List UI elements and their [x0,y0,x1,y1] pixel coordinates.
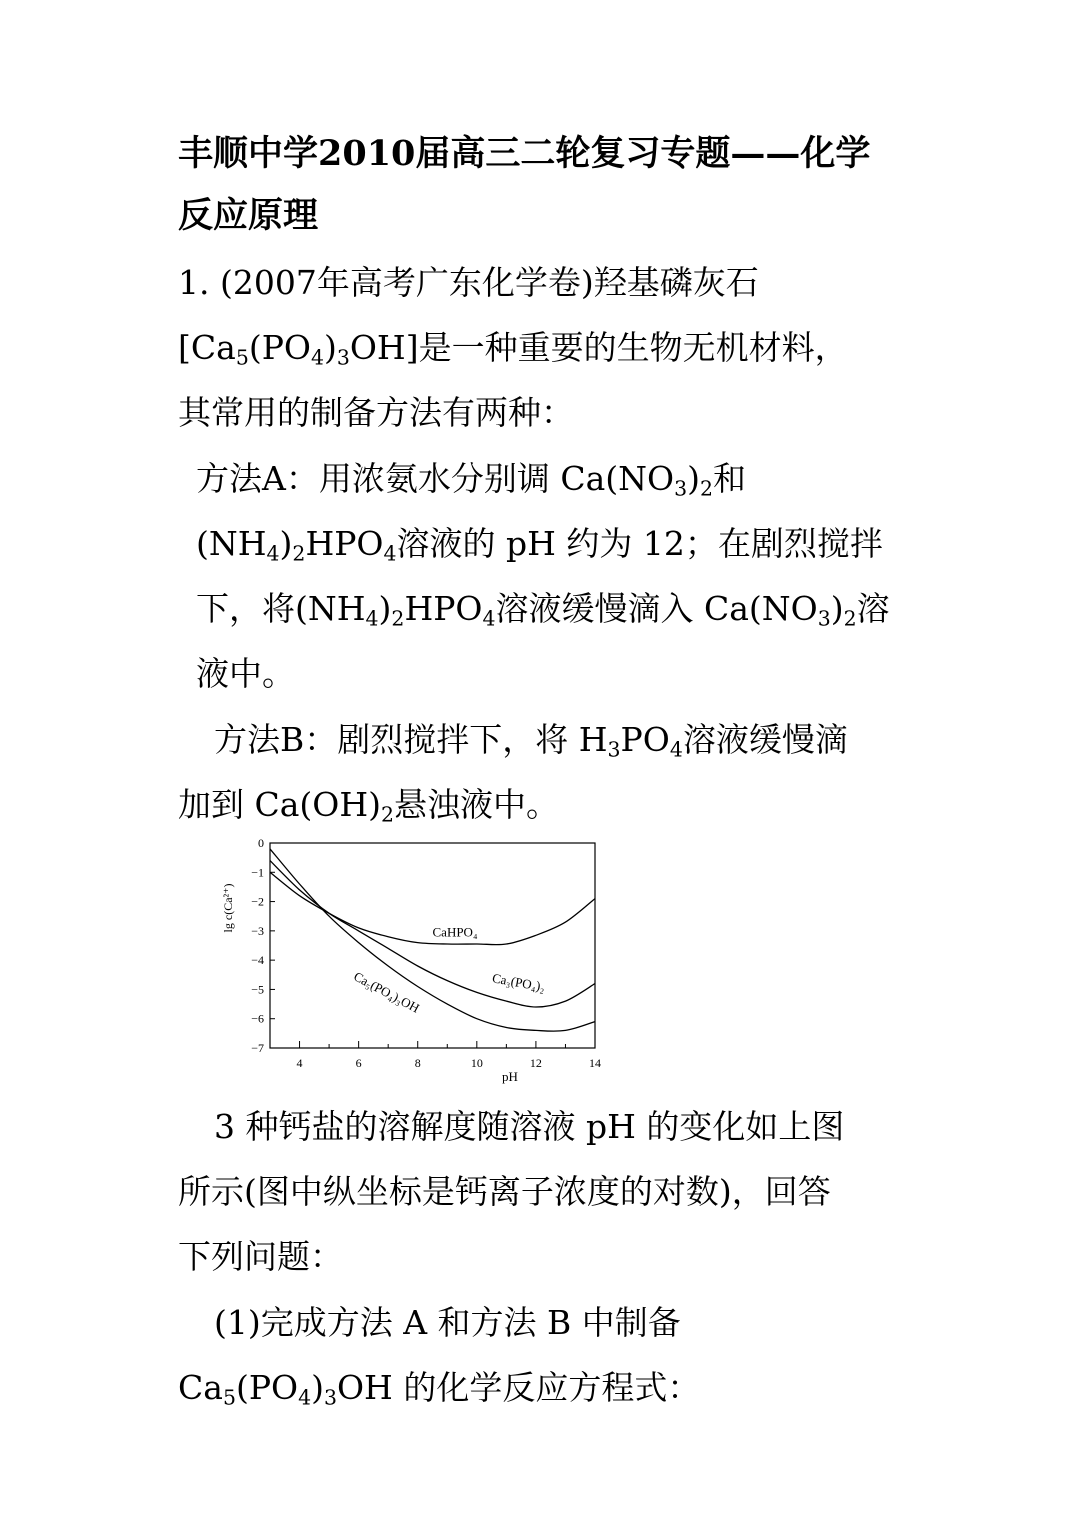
question-text-line-3: 下列问题： [178,1237,343,1276]
question-intro-line-2: $[Ca_5(PO_4)_3OH]$是一种重要的生物无机材料， [178,328,848,370]
method-b-line-2: 加到 $Ca(OH)_2$悬浊液中。 [178,785,560,827]
x-tick-label: 10 [470,1056,483,1070]
x-tick-label: 8 [414,1056,421,1070]
sub-question-1-line-1: (1)完成方法 A 和方法 B 中制备 [214,1303,681,1342]
curve-ca5po43oh [270,849,595,1031]
series-label-ca5po43oh: Ca₅(PO₄)₃OH [351,968,423,1016]
solubility-chart [215,830,605,1090]
y-tick-label: −5 [251,982,264,997]
method-a-line-3: 下，将$(NH_4)_2HPO_4$溶液缓慢滴入 $Ca(NO_3)_2$溶 [196,589,890,631]
y-tick-label: −1 [251,865,264,880]
y-axis-label: lg c(Ca²⁺) [221,883,235,933]
plot-frame [270,843,595,1048]
question-intro-line-1: 1. (2007年高考广东化学卷)羟基磷灰石 [178,263,759,302]
series-label-cahpo4: CaHPO₄ [432,924,478,940]
x-tick-label: 14 [589,1056,601,1070]
question-text-line-1: 3 种钙盐的溶解度随溶液 pH 的变化如上图 [214,1107,845,1146]
method-a-line-2: $(NH_4)_2HPO_4$溶液的 pH 约为 12；在剧烈搅拌 [196,524,883,566]
doc-title-line-1: 丰顺中学2010届高三二轮复习专题——化学 [178,133,871,174]
y-tick-label: −6 [251,1011,264,1026]
x-tick-label: 4 [296,1056,303,1070]
question-intro-line-3: 其常用的制备方法有两种： [178,393,574,432]
y-tick-label: 0 [258,836,264,850]
method-b-line-1: 方法B：剧烈搅拌下，将 $H_3PO_4$溶液缓慢滴 [214,720,848,762]
x-tick-label: 12 [529,1056,542,1070]
y-tick-label: −3 [251,923,264,938]
x-axis-label: pH [502,1069,518,1084]
method-a-line-1: 方法A：用浓氨水分别调 $Ca(NO_3)_2$和 [196,459,746,501]
x-tick-label: 6 [355,1056,362,1070]
y-tick-label: −4 [251,953,264,968]
question-text-line-2: 所示(图中纵坐标是钙离子浓度的对数)，回答 [178,1172,831,1211]
series-label-ca3po42: Ca₃(PO₄)₂ [491,970,547,995]
method-a-line-4: 液中。 [196,654,295,693]
solubility-chart-svg [215,830,605,1090]
y-tick-label: −7 [251,1041,264,1055]
doc-title-line-2: 反应原理 [178,195,319,236]
sub-question-1-line-2: $Ca_5(PO_4)_3OH$ 的化学反应方程式： [178,1368,701,1410]
y-tick-label: −2 [251,894,264,909]
